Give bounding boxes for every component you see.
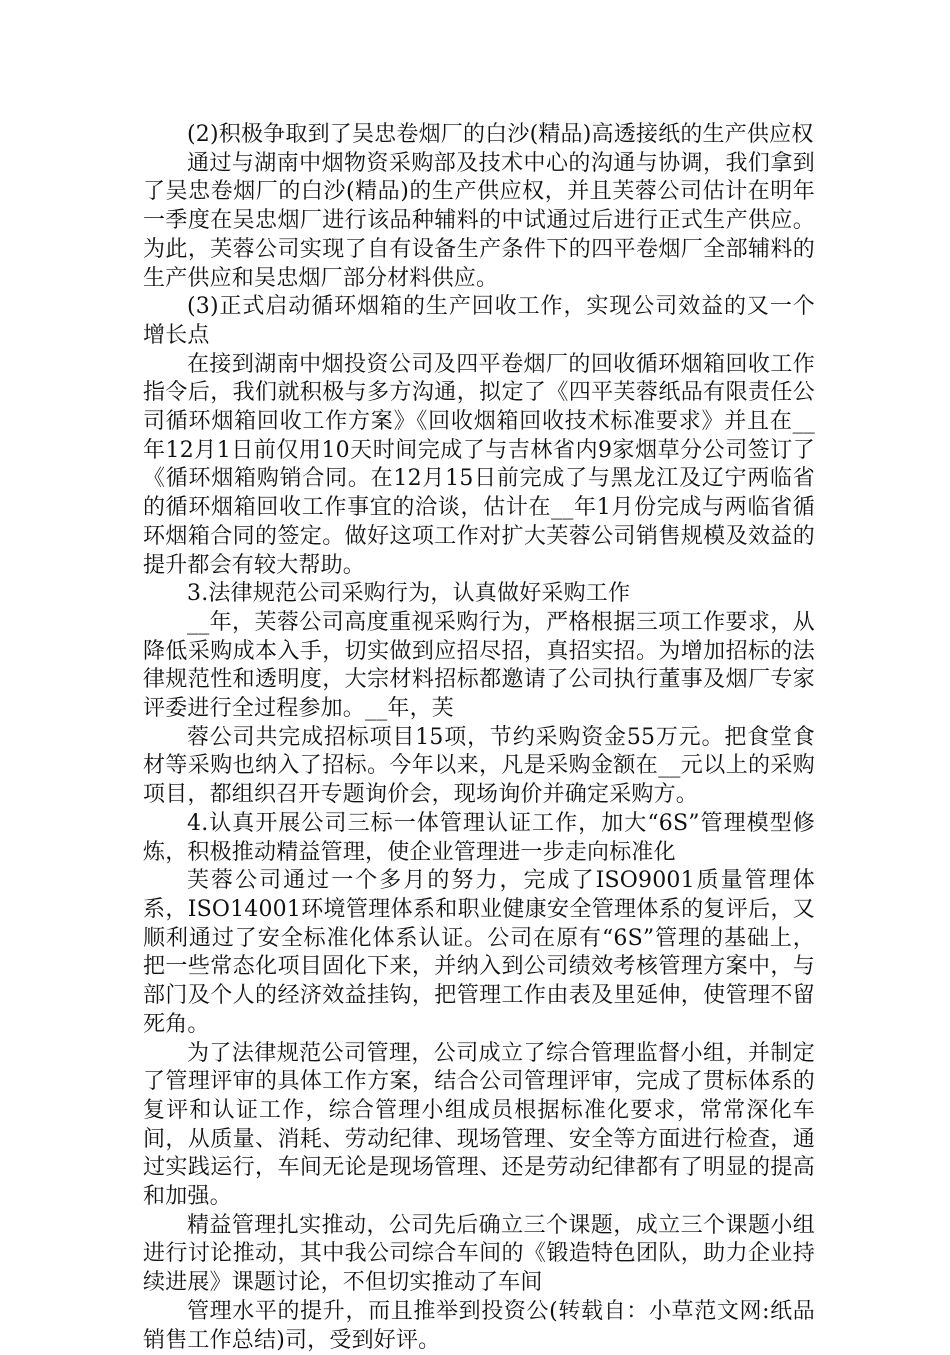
paragraph: 通过与湖南中烟物资采购部及技术中心的沟通与协调，我们拿到了吴忠卷烟厂的白沙(精品)的生产供应权，并且芙蓉公司估计在明年一季度在吴忠烟厂进行该品种辅料的中试通过后进行正式生产供应。为此，芙蓉公司实现了自有设备生产条件下的四平卷烟厂全部辅料的生产供应和吴忠烟厂部分材料供应。 <box>143 150 815 291</box>
paragraph: 芙蓉公司通过一个多月的努力，完成了ISO9001质量管理体系，ISO14001环境管理体系和职业健康安全管理体系的复评后，又顺利通过了安全标准化体系认证。公司在原有“6S”管理的基础上，把一些常态化项目固化下来，并纳入到公司绩效考核管理方案中，与部门及个人的经济效益挂钩，把管理工作由表及里延伸，使管理不留死角。 <box>143 868 815 1037</box>
paragraph: 精益管理扎实推动，公司先后确立三个课题，成立三个课题小组进行讨论推动，其中我公司综合车间的《锻造特色团队，助力企业持续进展》课题讨论，不但切实推动了车间 <box>143 1212 815 1296</box>
section-heading-management-certification: 4.认真开展公司三标一体管理认证工作，加大“6S”管理模型修炼，积极推动精益管理，使企业管理进一步走向标准化 <box>143 810 815 865</box>
paragraph: 蓉公司共完成招标项目15项，节约采购资金55万元。把食堂食材等采购也纳入了招标。今年以来，凡是采购金额在__元以上的采购项目，都组织召开专题询价会，现场询价并确定采购方。 <box>143 724 815 808</box>
paragraph: 在接到湖南中烟投资公司及四平卷烟厂的回收循环烟箱回收工作指令后，我们就积极与多方沟通，拟定了《四平芙蓉纸品有限责任公司循环烟箱回收工作方案》《回收烟箱回收技术标准要求》并且在__年12月1日前仅用10天时间完成了与吉林省内9家烟草分公司签订了《循环烟箱购销合同。在12月15日前完成了与黑龙江及辽宁两临省的循环烟箱回收工作事宜的洽谈，估计在__年1月份完成与两临省循环烟箱合同的签定。做好这项工作对扩大芙蓉公司销售规模及效益的提升都会有较大帮助。 <box>143 351 815 578</box>
section-heading-procurement: 3.法律规范公司采购行为，认真做好采购工作 <box>187 581 631 607</box>
paragraph-item-3-heading: (3)正式启动循环烟箱的生产回收工作，实现公司效益的又一个增长点 <box>143 294 815 348</box>
paragraph: 为了法律规范公司管理，公司成立了综合管理监督小组，并制定了管理评审的具体工作方案，结合公司管理评审，完成了贯标体系的复评和认证工作，综合管理小组成员根据标准化要求，常常深化车间，从质量、消耗、劳动纪律、现场管理、安全等方面进行检查，通过实践运行，车间无论是现场管理、还是劳动纪律都有了明显的提高和加强。 <box>143 1040 815 1210</box>
document-body <box>143 121 815 1355</box>
paragraph-item-2-heading: (2)积极争取到了吴忠卷烟厂的白沙(精品)高透接纸的生产供应权 <box>187 122 814 147</box>
paragraph: 管理水平的提升，而且推举到投资公(转载自：小草范文网:纸品销售工作总结)司，受到好评。 <box>143 1298 815 1353</box>
paragraph: __年，芙蓉公司高度重视采购行为，严格根据三项工作要求，从降低采购成本入手，切实做到应招尽招，真招实招。为增加招标的法律规范性和透明度，大宗材料招标都邀请了公司执行董事及烟厂专家评委进行全过程参加。__年，芙 <box>143 609 815 722</box>
